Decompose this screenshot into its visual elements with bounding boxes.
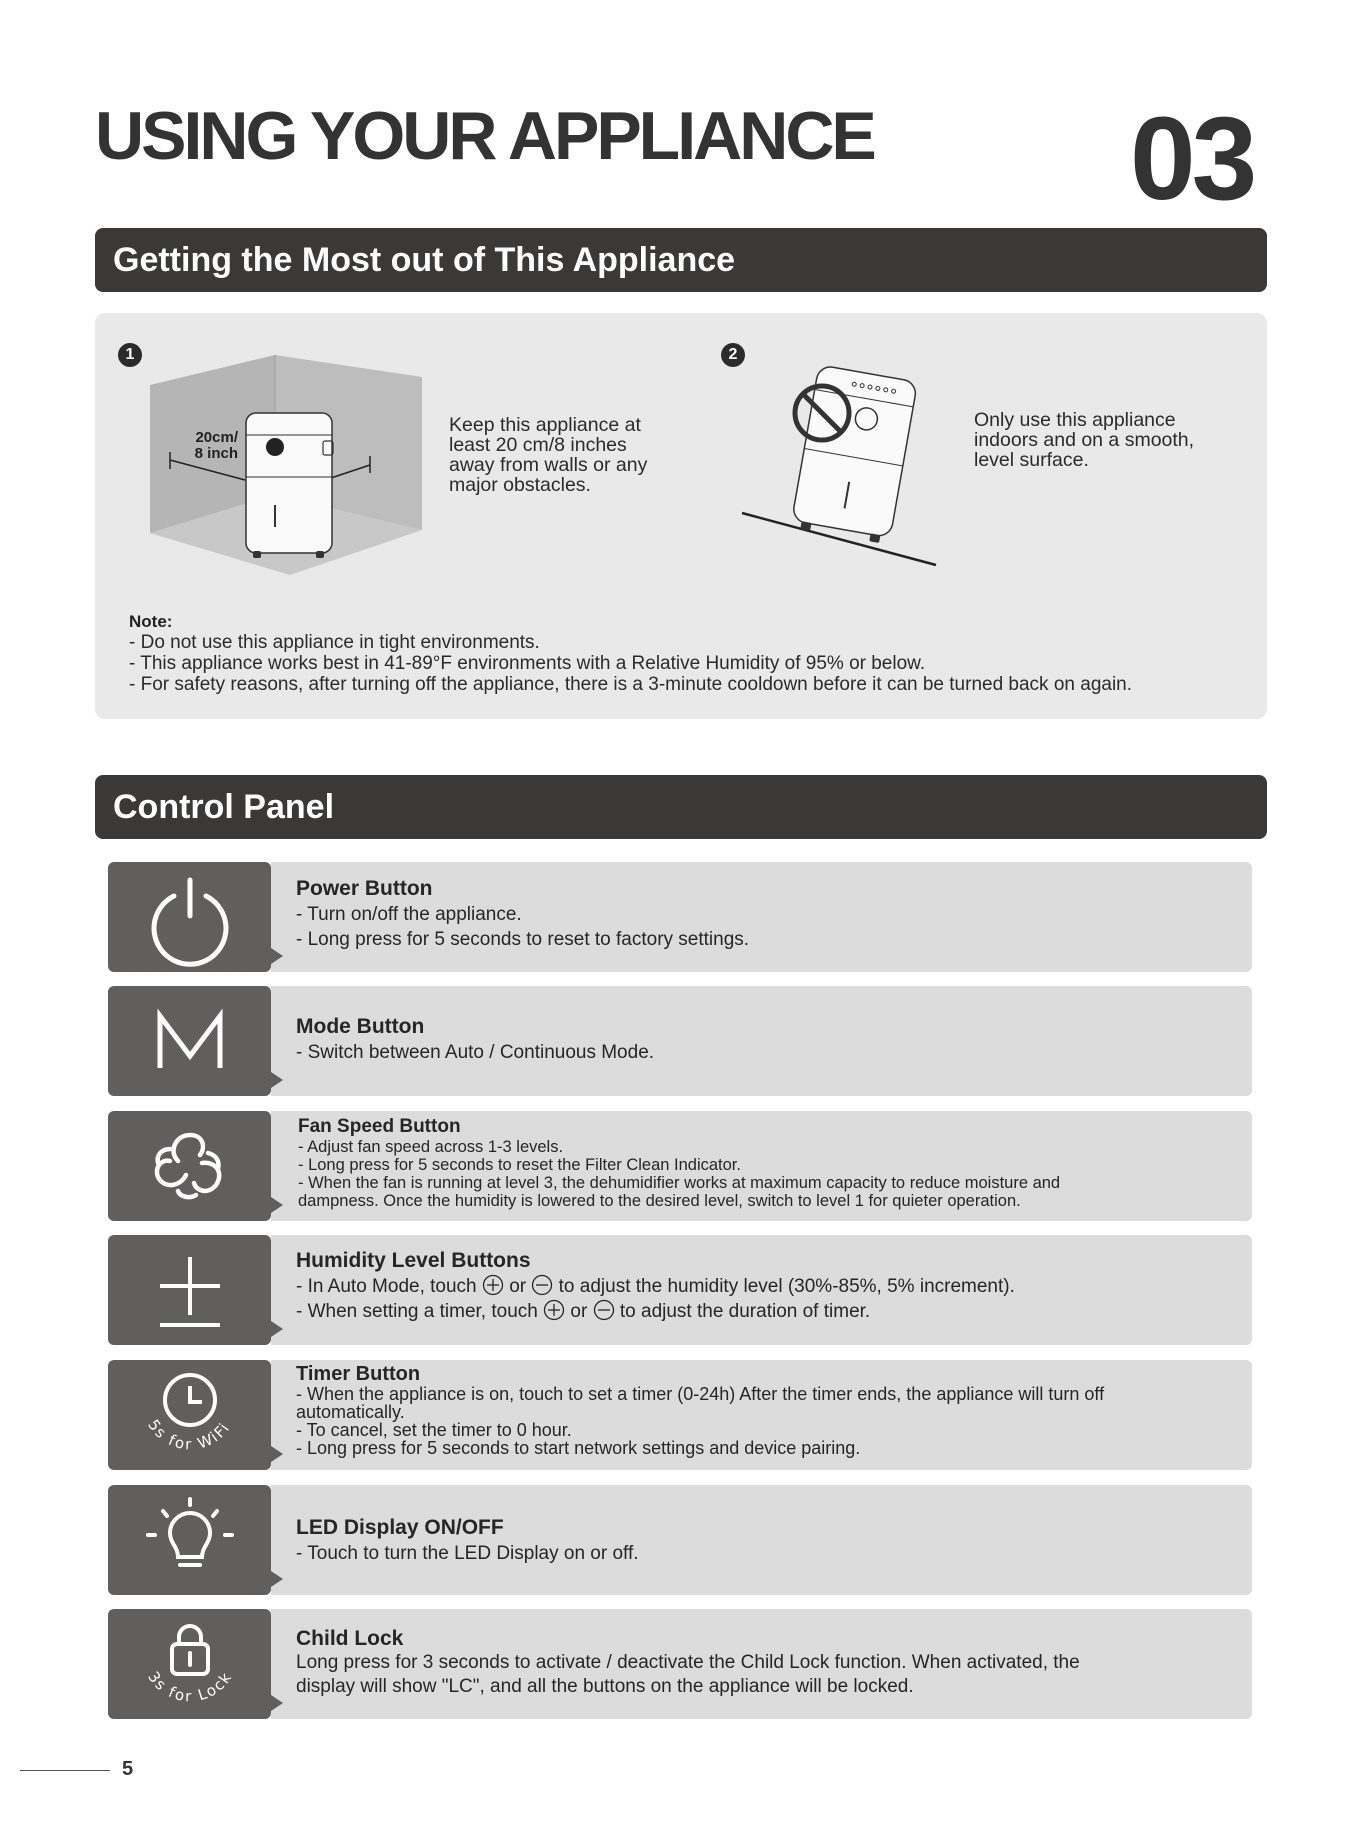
tip2-line: level surface.	[974, 449, 1089, 471]
fan-line: dampness. Once the humidity is lowered to the desired level, switch to level 1 for quieter operation.	[298, 1192, 1021, 1210]
note-lines	[129, 632, 1254, 695]
dehumidifier-icon	[246, 413, 333, 558]
tip1-text	[449, 415, 647, 495]
section-heading-control-panel: Control Panel	[95, 775, 1267, 839]
lock-caption: 3s for Lock	[144, 1667, 237, 1706]
timer-line: automatically.	[296, 1402, 405, 1422]
tip2-line: indoors and on a smooth,	[974, 429, 1195, 451]
tip-number-1: 1	[118, 343, 142, 367]
lock-line: display will show "LC", and all the buttons on the appliance will be locked.	[296, 1676, 914, 1697]
mode-m-icon	[108, 986, 271, 1096]
clearance-label-cm: 20cm/	[195, 429, 238, 446]
timer-line: - Long press for 5 seconds to start network settings and device pairing.	[296, 1438, 861, 1458]
humidity-text: - In Auto Mode, touch	[296, 1276, 477, 1297]
humidity-line-2	[296, 1299, 1015, 1324]
led-display-row	[108, 1485, 1252, 1595]
page-number: 5	[122, 1758, 134, 1780]
plus-circle-icon	[543, 1299, 565, 1321]
humidity-text: to adjust the duration of timer.	[619, 1301, 871, 1322]
note-label: Note:	[129, 612, 173, 631]
plus-minus-icon	[108, 1235, 271, 1345]
humidity-text: or	[570, 1301, 588, 1322]
lightbulb-icon	[108, 1485, 271, 1595]
humidity-text: - When setting a timer, touch	[296, 1301, 538, 1322]
fan-speed-button-row	[108, 1111, 1252, 1221]
wall-clearance-illustration	[150, 355, 425, 575]
note-line: - For safety reasons, after turning off the appliance, there is a 3-minute cooldown before it can be turned back on again.	[129, 674, 1133, 695]
tip1-line: least 20 cm/8 inches	[449, 434, 627, 456]
power-icon	[108, 862, 271, 972]
fan-icon	[108, 1111, 271, 1221]
timer-button-row	[108, 1360, 1252, 1470]
note-line: - This appliance works best in 41-89°F environments with a Relative Humidity of 95% or below.	[129, 653, 926, 674]
humidity-line-1	[296, 1274, 1015, 1299]
tip2-line: Only use this appliance	[974, 409, 1176, 431]
tip1-line: Keep this appliance at	[449, 414, 641, 436]
mode-button-title: Mode Button	[296, 1015, 425, 1038]
note-line: - Do not use this appliance in tight environments.	[129, 632, 540, 653]
fan-line: - Long press for 5 seconds to reset the Filter Clean Indicator.	[298, 1156, 741, 1174]
plus-circle-icon	[482, 1274, 504, 1296]
child-lock-title: Child Lock	[296, 1627, 404, 1650]
power-button-title: Power Button	[296, 877, 433, 900]
fan-speed-button-title: Fan Speed Button	[298, 1116, 461, 1137]
fan-line: - When the fan is running at level 3, the dehumidifier works at maximum capacity to reduce moisture and	[298, 1174, 1061, 1192]
mode-line: - Switch between Auto / Continuous Mode.	[296, 1042, 655, 1063]
timer-line: - To cancel, set the timer to 0 hour.	[296, 1420, 572, 1440]
footer-rule	[20, 1770, 110, 1771]
page-title: USING YOUR APPLIANCE	[95, 98, 874, 174]
lock-line: Long press for 3 seconds to activate / deactivate the Child Lock function. When activated, the	[296, 1652, 1080, 1673]
tip2-text	[974, 410, 1194, 470]
level-surface-illustration	[740, 355, 940, 570]
tip1-line: away from walls or any	[449, 454, 648, 476]
humidity-buttons-row	[108, 1235, 1252, 1345]
tip1-line: major obstacles.	[449, 474, 591, 496]
clearance-label-inch: 8 inch	[194, 445, 238, 462]
power-button-row	[108, 862, 1252, 972]
lock-icon	[108, 1609, 271, 1719]
timer-button-title: Timer Button	[296, 1363, 421, 1385]
humidity-text: or	[509, 1276, 527, 1297]
wifi-caption: 5s for WiFi	[144, 1416, 234, 1454]
section-heading-getting-most: Getting the Most out of This Appliance	[95, 228, 1267, 292]
fan-line: - Adjust fan speed across 1-3 levels.	[298, 1138, 564, 1156]
child-lock-row	[108, 1609, 1252, 1719]
led-display-title: LED Display ON/OFF	[296, 1516, 504, 1539]
minus-circle-icon	[593, 1299, 615, 1321]
humidity-buttons-title: Humidity Level Buttons	[296, 1249, 531, 1272]
clock-icon	[108, 1360, 271, 1470]
tip-number-2: 2	[721, 343, 745, 367]
power-line: - Turn on/off the appliance.	[296, 904, 522, 925]
humidity-text: to adjust the humidity level (30%-85%, 5% increment).	[558, 1276, 1015, 1297]
clearance-label	[188, 430, 238, 462]
power-line: - Long press for 5 seconds to reset to factory settings.	[296, 929, 750, 950]
led-line: - Touch to turn the LED Display on or off.	[296, 1543, 639, 1564]
mode-button-row	[108, 986, 1252, 1096]
chapter-number: 03	[1130, 93, 1254, 225]
minus-circle-icon	[531, 1274, 553, 1296]
timer-line: - When the appliance is on, touch to set a timer (0-24h) After the timer ends, the appliance will turn off	[296, 1384, 1105, 1404]
